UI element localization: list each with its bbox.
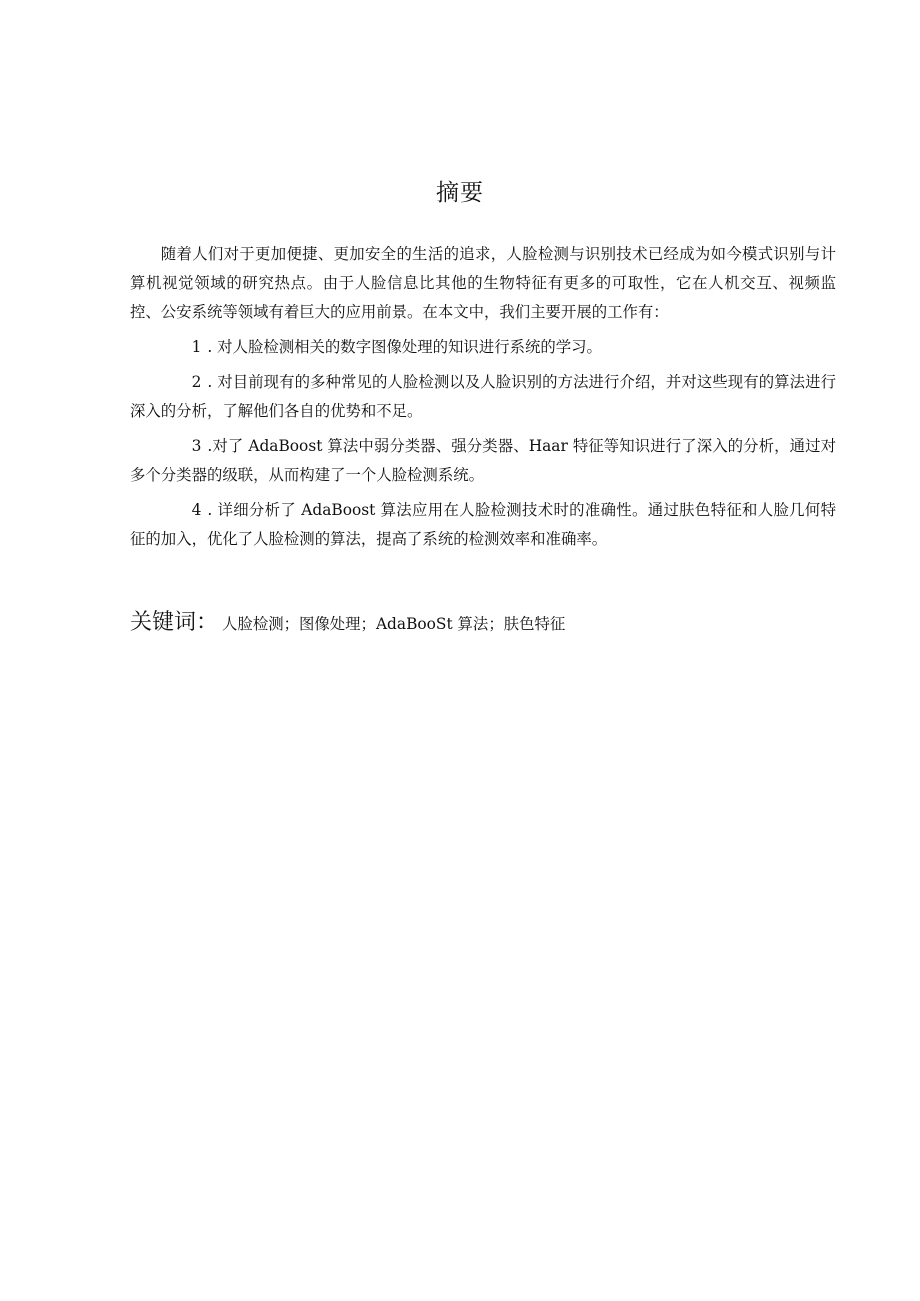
keywords-text: 人脸检测；图像处理；AdaBooSt 算法；肤色特征	[222, 615, 566, 633]
list-item-number: 3	[191, 437, 202, 455]
keywords-label: 关键词	[130, 610, 197, 635]
page-title: 摘要	[436, 180, 484, 206]
list-item-text: . 对人脸检测相关的数字图像处理的知识进行系统的学习。	[207, 338, 602, 356]
list-item-number: 2	[191, 373, 202, 391]
list-item-number: 4	[191, 501, 202, 519]
keywords-colon: ：	[196, 610, 219, 635]
list-item	[130, 432, 836, 490]
keywords-line	[130, 606, 836, 641]
list-item	[130, 333, 836, 362]
list-item-number: 1	[191, 338, 202, 356]
list-item-text: . 对目前现有的多种常见的人脸检测以及人脸识别的方法进行介绍，并对这些现有的算法进行深入的分析，了解他们各自的优势和不足。	[130, 373, 836, 420]
list-item-text: .对了 AdaBoost 算法中弱分类器、强分类器、Haar 特征等知识进行了深入的分析，通过对多个分类器的级联，从而构建了一个人脸检测系统。	[130, 437, 836, 484]
list-item-text: . 详细分析了 AdaBoost 算法应用在人脸检测技术时的准确性。通过肤色特征和人脸几何特征的加入，优化了人脸检测的算法，提高了系统的检测效率和准确率。	[130, 501, 836, 548]
intro-paragraph: 随着人们对于更加便捷、更加安全的生活的追求，人脸检测与识别技术已经成为如今模式识别与计算机视觉领域的研究热点。由于人脸信息比其他的生物特征有更多的可取性，它在人机交互、视频监控、公安系统等领域有着巨大的应用前景。在本文中，我们主要开展的工作有：	[130, 245, 836, 321]
abstract-body	[130, 240, 836, 560]
list-item	[130, 368, 836, 426]
list-item	[130, 496, 836, 554]
